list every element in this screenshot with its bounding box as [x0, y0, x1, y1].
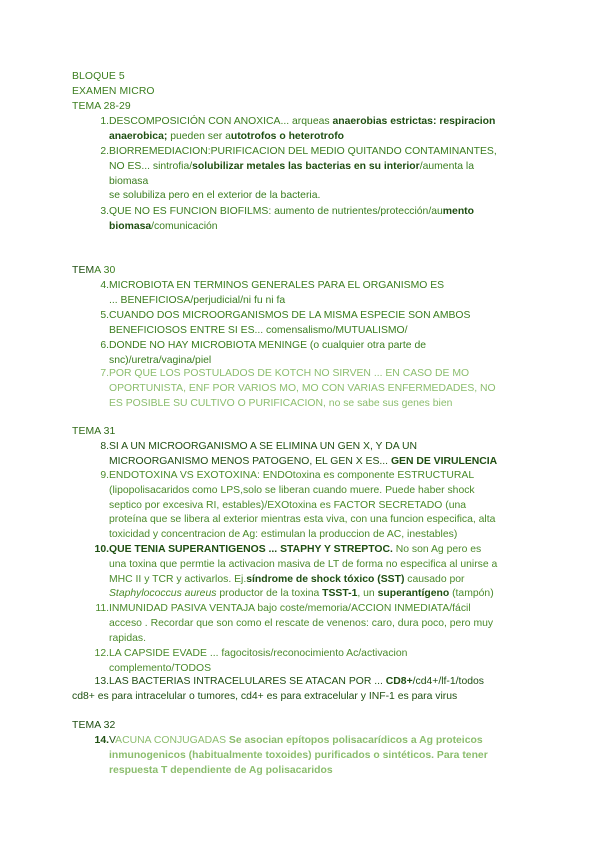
item-text: NO ES... sintrofia/ — [109, 160, 193, 172]
list-item-9 — [72, 469, 532, 543]
item-text: cd8+ es para intracelular o tumores, cd4+ es para extracelular y INF-1 es para virus — [72, 690, 458, 702]
list-item-13 — [72, 675, 532, 705]
list-item-8 — [72, 440, 532, 470]
item-number: 7. — [100, 368, 109, 379]
item-bold-text: TSST-1 — [322, 588, 358, 600]
item-number: 12. — [94, 648, 109, 659]
item-number: 8. — [100, 441, 109, 452]
item-text: septico por excesiva RI, estables)/EXOtoxina es FACTOR SECRETADO (una — [109, 499, 467, 511]
list-item-7 — [72, 367, 532, 411]
item-text: ... BENEFICIOSA/perjudicial/ni fu ni fa — [109, 294, 286, 306]
item-text: se solubiliza pero en el exterior de la bacteria. — [109, 190, 321, 202]
item-text: OPORTUNISTA, ENF POR VARIOS MO, MO CON VARIAS ENFERMEDADES, NO — [109, 382, 496, 394]
examen-heading: EXAMEN MICRO — [72, 86, 155, 97]
item-text: MICROORGANISMO MENOS PATOGENO, EL GEN X ES... — [109, 455, 391, 467]
item-bold-text: respuesta T dependiente de Ag polisacaridos — [109, 764, 333, 776]
list-item-4 — [72, 279, 532, 309]
item-text: MHC II y TCR y activarlos. Ej. — [109, 573, 247, 585]
item-text: POR QUE LOS POSTULADOS DE KOTCH NO SIRVEN ... EN CASO DE MO — [109, 368, 470, 379]
item-text: LA CAPSIDE EVADE ... fagocitosis/reconocimiento Ac/activacion — [109, 648, 408, 659]
item-text: acceso . Recordar que son como el rescate de venenos: caro, dura poco, pero muy — [109, 617, 494, 629]
list-item-1 — [72, 115, 532, 145]
item-text: ES POSIBLE SU CULTIVO O PURIFICACION, no se sabe sus genes bien — [109, 397, 453, 409]
item-text: (tampón) — [449, 588, 494, 600]
item-text: /cd4+/lf-1/todos — [412, 676, 484, 687]
list-item-10 — [72, 543, 532, 602]
item-bold-text: síndrome de shock tóxico (SST) — [246, 573, 405, 585]
item-text: No son Ag pero es — [392, 544, 482, 555]
item-text: QUE NO ES FUNCION BIOFILMS: aumento de nutrientes/protección/au — [109, 206, 443, 217]
item-bold-text: CD8+ — [385, 676, 413, 687]
item-text: DONDE NO HAY MICROBIOTA MENINGE (o cualquier otra parte de — [109, 340, 427, 351]
item-text: proteína que se libera al exterior mientras esta viva, con una funcion especifica, alta — [109, 514, 496, 526]
item-bold-text: biomasa — [109, 220, 152, 232]
item-text: ENDOTOXINA VS EXOTOXINA: ENDOtoxina es componente ESTRUCTURAL — [109, 470, 475, 481]
item-number: 6. — [100, 340, 109, 351]
item-bold-text: inmunogenicos (habitualmente toxoides) purificados o sintéticos. Para tener — [109, 749, 488, 761]
item-number: 14. — [94, 735, 109, 746]
item-text: ACUNA CONJUGADAS — [115, 735, 227, 746]
list-item-12 — [72, 647, 532, 677]
item-number: 11. — [95, 603, 109, 614]
item-text: CUANDO DOS MICROORGANISMOS DE LA MISMA ESPECIE SON AMBOS — [109, 310, 471, 321]
item-text: productor de la toxina — [216, 588, 323, 600]
item-bold-text: superantígeno — [377, 588, 450, 600]
item-bold-text: anaerobica; — [109, 130, 168, 142]
item-number: 3. — [100, 206, 109, 217]
item-number: 2. — [100, 146, 109, 157]
item-text: /aumenta la — [419, 160, 474, 172]
item-text: snc)/uretra/vagina/piel — [109, 354, 212, 366]
item-bold-text: GEN DE VIRULENCIA — [390, 455, 498, 467]
item-text: rapidas. — [109, 632, 146, 644]
item-text: DESCOMPOSICIÓN CON ANOXICA... arqueas — [109, 116, 333, 127]
item-text: complemento/TODOS — [109, 662, 212, 674]
heading-text: A 30 — [94, 265, 116, 276]
item-number: 4. — [100, 280, 109, 291]
item-text: SI A UN MICROORGANISMO A SE ELIMINA UN GEN X, Y DA UN — [109, 441, 417, 452]
list-item-5 — [72, 309, 532, 339]
item-text: LAS BACTERIAS INTRACELULARES SE ATACAN POR ... — [109, 676, 386, 687]
item-bold-text: solubilizar metales las bacterias en su interior — [192, 160, 420, 172]
list-item-6 — [72, 339, 532, 369]
item-text: biomasa — [109, 175, 149, 187]
item-number: 13. — [94, 676, 109, 687]
item-bold-text: anaerobias estrictas: respiracion — [332, 116, 496, 127]
item-italic-text: Staphylococcus aureus — [109, 588, 217, 600]
item-text: toxicidad y concentracion de Ag: estimulan la produccion de AC, inestables) — [109, 529, 458, 541]
item-bold-text: utotrofos o heterotrofo — [230, 130, 345, 142]
item-text: pueden ser a — [167, 130, 231, 142]
item-bold-text: QUE TENIA SUPERANTIGENOS ... STAPHY Y STREPTOC. — [109, 544, 393, 555]
item-text: BIORREMEDIACION:PURIFICACION DEL MEDIO QUITANDO CONTAMINANTES, — [109, 146, 497, 157]
item-text: causado por — [404, 573, 465, 585]
tema-30-heading — [72, 264, 115, 279]
item-text: MICROBIOTA EN TERMINOS GENERALES PARA EL ORGANISMO ES — [109, 280, 445, 291]
item-text: INMUNIDAD PASIVA VENTAJA bajo coste/memoria/ACCION INMEDIATA/fácil — [109, 603, 471, 614]
bloque-heading: BLOQUE 5 — [72, 71, 125, 82]
list-item-14 — [72, 734, 532, 778]
item-bold-text: Se asocian epítopos polisacarídicos a Ag proteicos — [226, 735, 483, 746]
item-number: 1. — [100, 116, 109, 127]
item-text: una toxina que permtie la activacion masiva de LT de forma no especifica al unirse a — [109, 558, 498, 570]
tema-28-29-heading: TEMA 28-29 — [72, 101, 131, 112]
heading-text: TEM — [72, 265, 95, 276]
item-number: 5. — [100, 310, 109, 321]
tema-31-heading: TEMA 31 — [72, 426, 116, 437]
item-bold-text: mento — [442, 206, 474, 217]
item-text: BENEFICIOSOS ENTRE SI ES... comensalismo/MUTUALISMO/ — [109, 324, 408, 336]
list-item-2 — [72, 145, 532, 204]
item-text: (lipopolisacaridos como LPS,solo se liberan cuando muere. Puede haber shock — [109, 484, 475, 496]
item-text: , un — [357, 588, 378, 600]
list-item-3 — [72, 205, 532, 235]
item-number: 9. — [100, 470, 109, 481]
tema-32-heading: TEMA 32 — [72, 720, 116, 731]
item-text: /comunicación — [151, 220, 218, 232]
item-text: V — [109, 735, 116, 746]
item-number: 10. — [94, 544, 109, 555]
list-item-11 — [72, 602, 532, 646]
